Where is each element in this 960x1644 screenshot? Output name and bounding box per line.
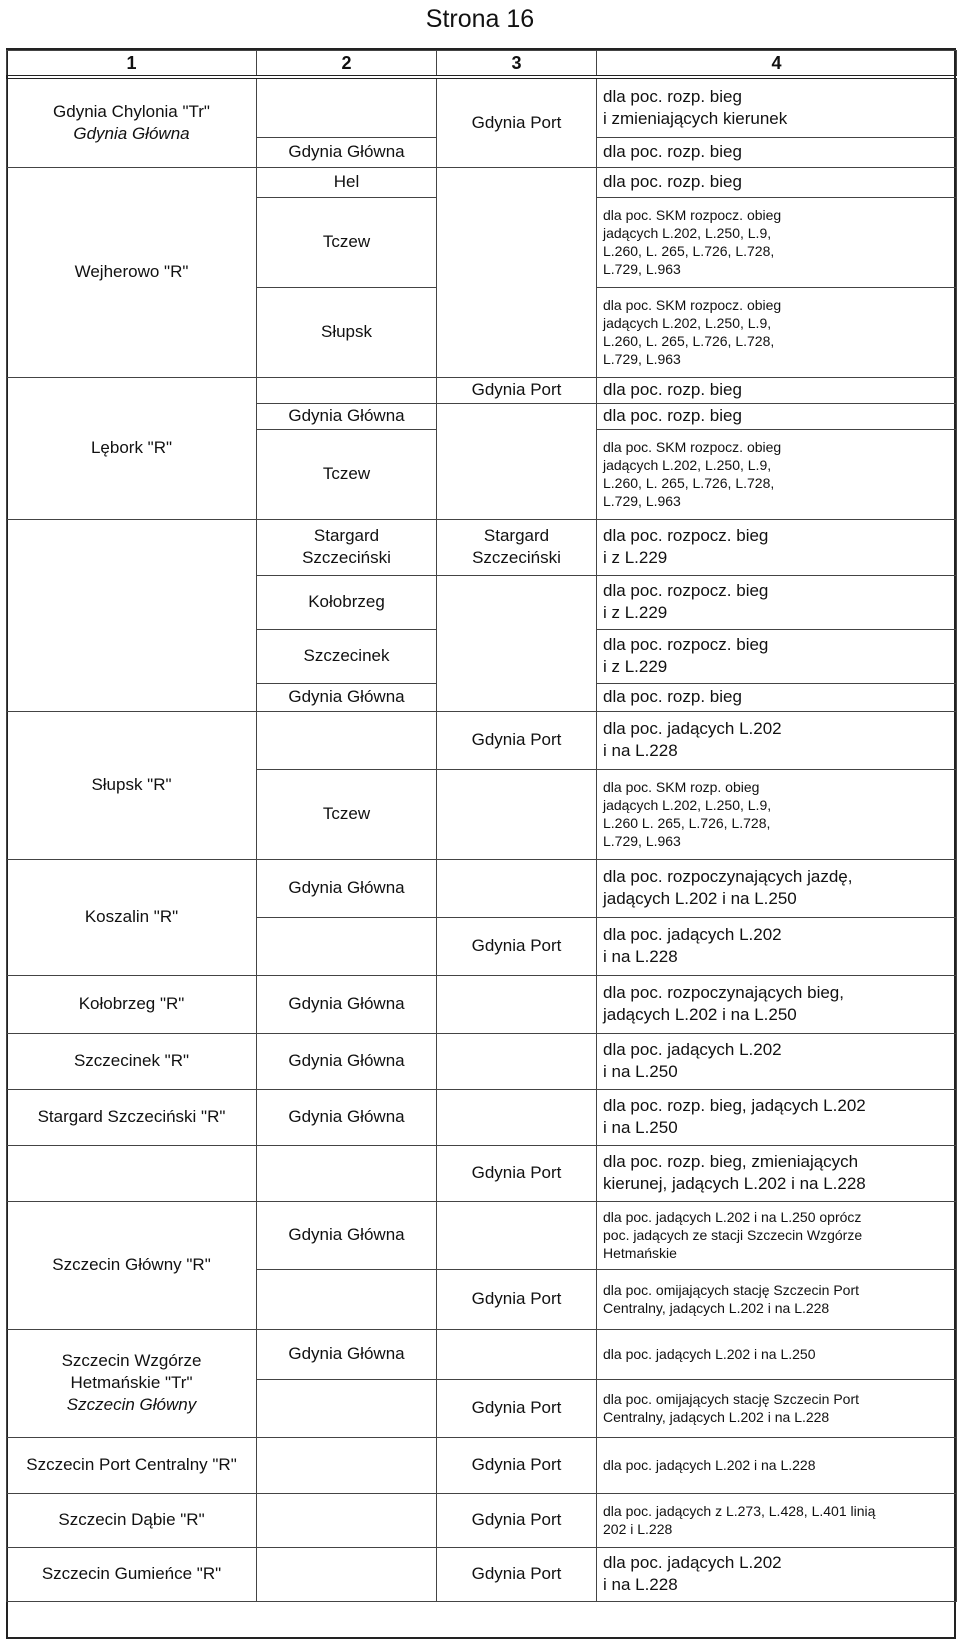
note-cell (597, 859, 957, 917)
table-row (7, 1437, 957, 1493)
note-cell (597, 429, 957, 519)
port-name: Gdynia Port (471, 936, 562, 955)
station-cell (7, 1201, 257, 1329)
destination-cell (257, 575, 437, 629)
table-row (7, 167, 957, 197)
station-cell (7, 1145, 257, 1201)
note-text: dla poc. rozpoczynających jazdę, jadących L.202 i na L.250 (603, 867, 853, 908)
note-cell (597, 711, 957, 769)
destination-cell (257, 1437, 437, 1493)
station-cell (7, 1493, 257, 1547)
note-text: dla poc. rozp. bieg i zmieniających kierunek (603, 86, 788, 128)
note-text: dla poc. jadących L.202 i na L.228 (603, 1553, 782, 1594)
destination-cell (257, 629, 437, 683)
station-name: Kołobrzeg "R" (78, 994, 185, 1013)
destination-name: Gdynia Główna (288, 142, 405, 161)
port-cell (437, 519, 597, 575)
note-text: dla poc. rozpocz. bieg i z L.229 (603, 635, 769, 676)
column-header: 3 (437, 51, 597, 78)
note-text: dla poc. rozpocz. bieg i z L.229 (603, 526, 769, 567)
destination-name: Gdynia Główna (288, 1225, 405, 1244)
note-text: dla poc. jadących L.202 i na L.228 (603, 719, 782, 760)
note-text: dla poc. SKM rozp. obieg jadących L.202, L.250, L.9, L.260 L. 265, L.726, L.728, L.729, L.963 (603, 779, 772, 849)
destination-cell (257, 1329, 437, 1379)
station-name: Szczecin Gumieńce "R" (41, 1564, 222, 1583)
table-row (7, 1547, 957, 1601)
destination-cell (257, 377, 437, 403)
note-cell (597, 137, 957, 167)
port-name: Gdynia Port (471, 1163, 562, 1182)
destination-cell (257, 711, 437, 769)
note-cell (597, 975, 957, 1033)
destination-name: Gdynia Główna (288, 1107, 405, 1126)
table-row (7, 1033, 957, 1089)
destination-cell (257, 287, 437, 377)
page-title: Strona 16 (425, 5, 535, 33)
note-text: dla poc. SKM rozpocz. obieg jadących L.202, L.250, L.9, L.260, L. 265, L.726, L.728, L.729, L.963 (603, 439, 782, 509)
note-text: dla poc. rozp. bieg (603, 687, 742, 706)
port-name: Gdynia Port (471, 1510, 562, 1529)
port-cell (437, 377, 597, 403)
station-cell (7, 1089, 257, 1145)
station-cell (7, 1437, 257, 1493)
note-text: dla poc. jadących L.202 i na L.250 oprócz poc. jadących ze stacji Szczecin Wzgórze Hetmańskie (603, 1209, 863, 1261)
note-text: dla poc. rozpocz. bieg i z L.229 (603, 581, 769, 622)
note-text: dla poc. rozpoczynających bieg, jadących L.202 i na L.250 (603, 983, 844, 1024)
note-cell (597, 1033, 957, 1089)
note-cell (597, 403, 957, 429)
port-cell (437, 859, 597, 917)
table-row (7, 1145, 957, 1201)
table-row (7, 377, 957, 403)
destination-name: Gdynia Główna (288, 994, 405, 1013)
destination-cell (257, 77, 437, 137)
station-name: Szczecinek "R" (73, 1051, 190, 1070)
port-cell (437, 1145, 597, 1201)
note-text: dla poc. jadących L.202 i na L.228 (603, 925, 782, 966)
port-cell (437, 1033, 597, 1089)
port-cell (437, 575, 597, 711)
destination-name: Gdynia Główna (288, 687, 405, 706)
port-cell (437, 1269, 597, 1329)
port-cell (437, 975, 597, 1033)
station-cell (7, 711, 257, 859)
note-text: dla poc. rozp. bieg (603, 172, 742, 191)
destination-name: Szczecinek (303, 646, 390, 665)
table-row (7, 1493, 957, 1547)
port-name: Gdynia Port (471, 1455, 562, 1474)
destination-cell (257, 1493, 437, 1547)
port-cell (437, 77, 597, 167)
port-cell (437, 1547, 597, 1601)
note-text: dla poc. jadących L.202 i na L.250 (603, 1040, 782, 1081)
port-cell (437, 769, 597, 859)
note-cell (597, 377, 957, 403)
station-name: Stargard Szczeciński "R" (37, 1107, 226, 1126)
port-cell (437, 1379, 597, 1437)
destination-cell (257, 1269, 437, 1329)
destination-cell (257, 167, 437, 197)
destination-cell (257, 1547, 437, 1601)
table-row (7, 77, 957, 137)
port-cell (437, 917, 597, 975)
note-cell (597, 917, 957, 975)
station-cell (7, 859, 257, 975)
note-cell (597, 1437, 957, 1493)
station-name: Szczecin Główny "R" (52, 1255, 211, 1274)
destination-cell (257, 769, 437, 859)
note-text: dla poc. rozp. bieg (603, 406, 742, 425)
note-text: dla poc. jadących L.202 i na L.228 (603, 1457, 816, 1473)
destination-cell (257, 975, 437, 1033)
port-name: Gdynia Port (471, 1398, 562, 1417)
destination-name: Gdynia Główna (288, 878, 405, 897)
destination-cell (257, 917, 437, 975)
port-name: Gdynia Port (471, 1289, 562, 1308)
destination-cell (257, 1089, 437, 1145)
port-name: Gdynia Port (471, 380, 562, 399)
station-name: Słupsk "R" (91, 775, 172, 794)
column-header: 1 (7, 51, 257, 78)
station-cell (7, 377, 257, 519)
note-cell (597, 77, 957, 137)
station-cell (7, 77, 257, 167)
note-cell (597, 1089, 957, 1145)
destination-cell (257, 1145, 437, 1201)
station-cell (7, 975, 257, 1033)
station-name: Koszalin "R" (84, 907, 179, 926)
note-text: dla poc. SKM rozpocz. obieg jadących L.202, L.250, L.9, L.260, L. 265, L.726, L.728, L.729, L.963 (603, 297, 782, 367)
note-text: dla poc. rozp. bieg (603, 142, 742, 161)
table-row (7, 1329, 957, 1379)
destination-cell (257, 859, 437, 917)
destination-name: Tczew (322, 804, 371, 823)
station-name: Szczecin Dąbie "R" (58, 1510, 205, 1529)
port-cell (437, 1437, 597, 1493)
destination-name: Gdynia Główna (288, 1344, 405, 1363)
table-row (7, 859, 957, 917)
note-text: dla poc. rozp. bieg, jadących L.202 i na L.250 (603, 1096, 866, 1137)
destination-name: Tczew (322, 232, 371, 251)
port-name: Gdynia Port (471, 1564, 562, 1583)
column-header: 2 (257, 51, 437, 78)
destination-cell (257, 197, 437, 287)
destination-name: Gdynia Główna (288, 406, 405, 425)
note-cell (597, 1379, 957, 1437)
header-row (7, 51, 957, 78)
route-table (6, 50, 957, 1602)
note-cell (597, 1493, 957, 1547)
station-name: Wejherowo "R" (74, 262, 189, 281)
destination-cell (257, 683, 437, 711)
station-cell (7, 1033, 257, 1089)
note-cell (597, 683, 957, 711)
port-cell (437, 167, 597, 377)
note-cell (597, 575, 957, 629)
port-name: Gdynia Port (471, 112, 562, 132)
table-row (7, 519, 957, 575)
destination-cell (257, 429, 437, 519)
note-cell (597, 167, 957, 197)
destination-cell (257, 519, 437, 575)
port-name: Stargard Szczeciński (472, 526, 561, 567)
note-cell (597, 287, 957, 377)
note-text: dla poc. jadących L.202 i na L.250 (603, 1346, 816, 1362)
note-cell (597, 519, 957, 575)
station-cell (7, 1547, 257, 1601)
note-text: dla poc. SKM rozpocz. obieg jadących L.202, L.250, L.9, L.260, L. 265, L.726, L.728, L.729, L.963 (603, 207, 782, 277)
note-cell (597, 197, 957, 287)
station-subname: Szczecin Główny (66, 1395, 197, 1414)
destination-name: Słupsk (320, 322, 373, 341)
note-cell (597, 1201, 957, 1269)
destination-cell (257, 1201, 437, 1269)
port-cell (437, 1089, 597, 1145)
port-cell (437, 711, 597, 769)
station-name: Gdynia Chylonia "Tr" (53, 101, 210, 121)
destination-name: Gdynia Główna (288, 1051, 405, 1070)
station-name: Szczecin Wzgórze Hetmańskie "Tr" (61, 1351, 202, 1392)
column-header: 4 (597, 51, 957, 78)
destination-name: Hel (333, 172, 360, 191)
note-cell (597, 1145, 957, 1201)
destination-name: Stargard Szczeciński (302, 526, 391, 567)
station-name: Szczecin Port Centralny "R" (26, 1455, 237, 1474)
note-text: dla poc. omijających stację Szczecin Port Centralny, jadących L.202 i na L.228 (603, 1391, 859, 1425)
destination-cell (257, 403, 437, 429)
destination-cell (257, 1379, 437, 1437)
station-cell (7, 519, 257, 711)
destination-cell (257, 1033, 437, 1089)
port-cell (437, 403, 597, 519)
port-cell (437, 1493, 597, 1547)
table-row (7, 1201, 957, 1269)
note-cell (597, 1329, 957, 1379)
note-text: dla poc. jadących z L.273, L.428, L.401 linią 202 i L.228 (603, 1503, 876, 1537)
destination-cell (257, 137, 437, 167)
table-row (7, 1089, 957, 1145)
table-row (7, 975, 957, 1033)
note-cell (597, 629, 957, 683)
note-cell (597, 1547, 957, 1601)
port-cell (437, 1329, 597, 1379)
station-cell (7, 1329, 257, 1437)
station-subname: Gdynia Główna (73, 123, 190, 143)
note-text: dla poc. rozp. bieg (603, 380, 742, 399)
destination-name: Tczew (322, 464, 371, 483)
port-name: Gdynia Port (471, 730, 562, 749)
table-row (7, 711, 957, 769)
station-name: Lębork "R" (90, 438, 173, 457)
note-cell (597, 1269, 957, 1329)
destination-name: Kołobrzeg (308, 592, 385, 611)
note-text: dla poc. omijających stację Szczecin Port Centralny, jadących L.202 i na L.228 (603, 1282, 859, 1316)
note-cell (597, 769, 957, 859)
note-text: dla poc. rozp. bieg, zmieniających kierunej, jadących L.202 i na L.228 (603, 1152, 866, 1193)
port-cell (437, 1201, 597, 1269)
station-cell (7, 167, 257, 377)
